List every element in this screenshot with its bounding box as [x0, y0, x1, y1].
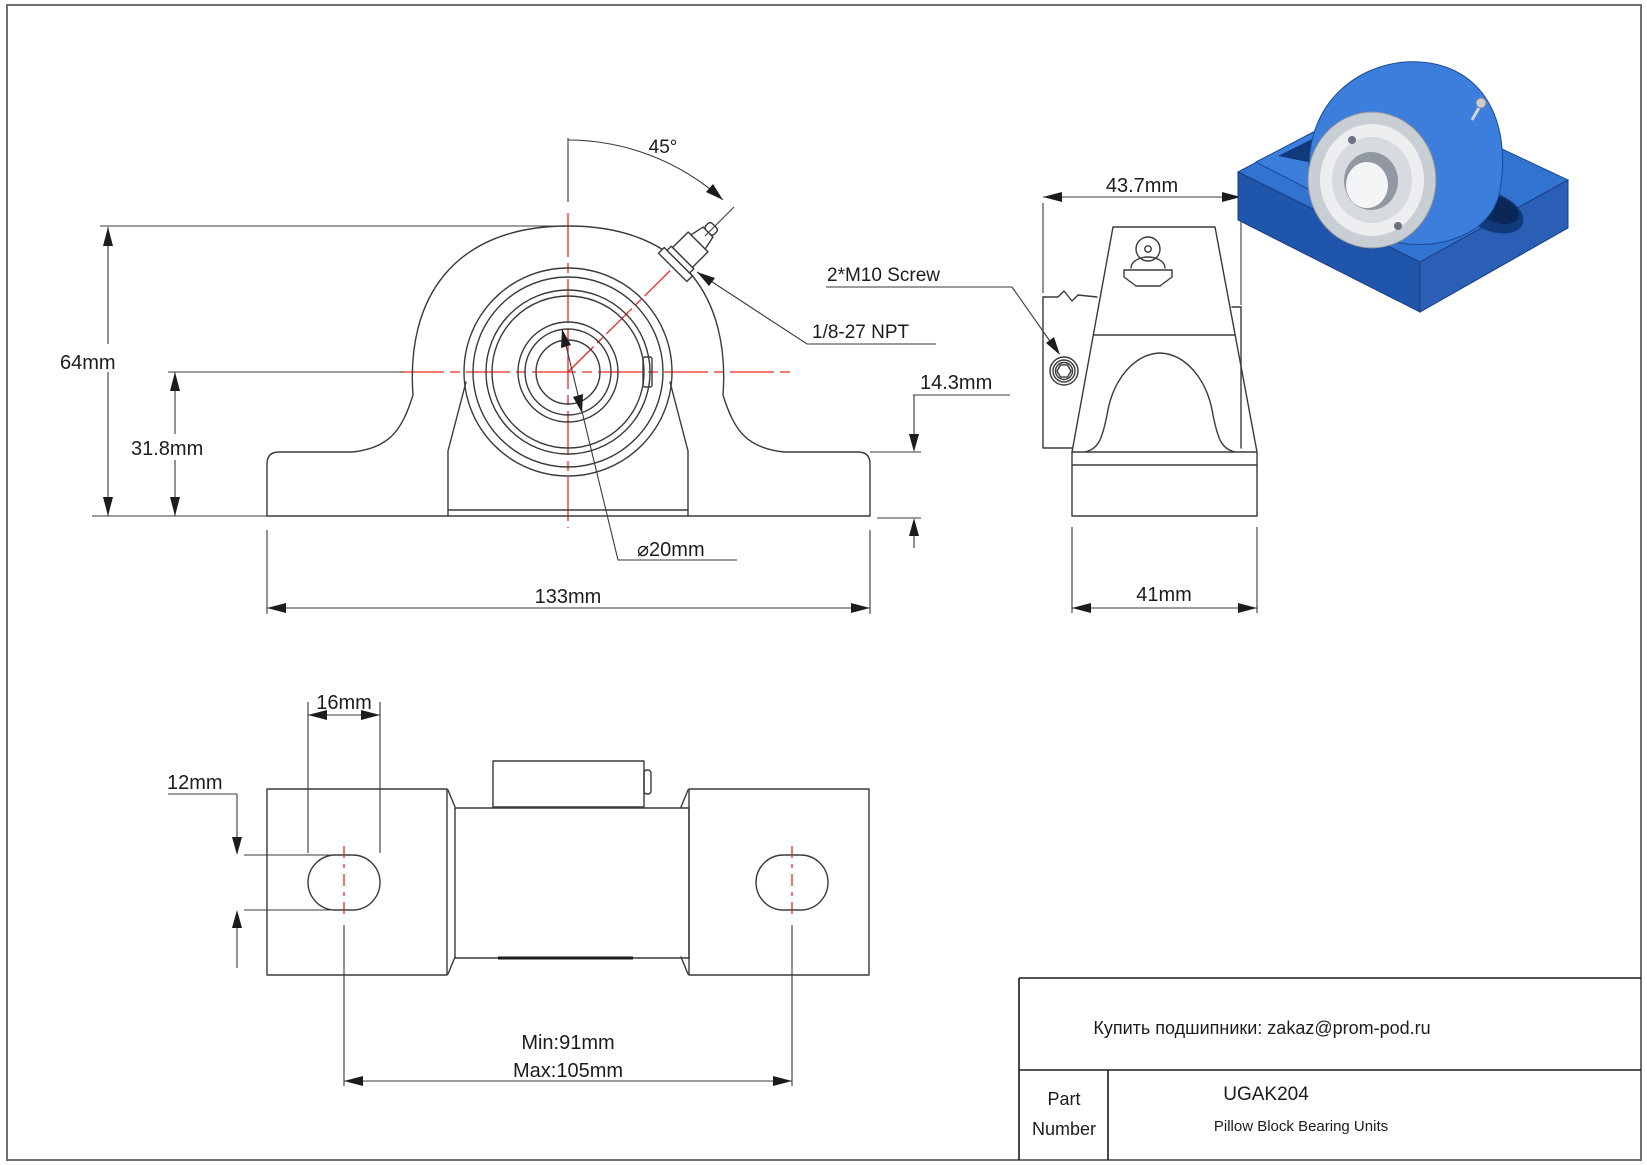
label-angle: 45° — [648, 137, 678, 158]
label-npt: 1/8-27 NPT — [812, 322, 910, 343]
title-block — [1019, 978, 1641, 1160]
label-side-base-width: 41mm — [1136, 584, 1192, 606]
render-bore-highlight — [1346, 162, 1388, 208]
dim-slot-height — [167, 772, 330, 968]
label-center-height: 31.8mm — [131, 438, 204, 460]
label-slot-width: 16mm — [316, 692, 372, 714]
dim-front-height — [58, 226, 565, 516]
grease-nipple — [1124, 237, 1172, 286]
dim-base-width — [267, 530, 870, 614]
render-nipple — [1476, 98, 1486, 108]
contact-line: Купить подшипники: zakaz@prom-pod.ru — [1093, 1018, 1431, 1038]
render-set-screw-2 — [1394, 222, 1402, 230]
dim-angle — [568, 137, 734, 236]
right-foot — [689, 789, 869, 975]
label-front-height: 64mm — [60, 352, 116, 374]
label-bore: ⌀20mm — [637, 539, 705, 561]
render-set-screw-1 — [1348, 136, 1356, 144]
center-body — [455, 808, 689, 958]
label-span-min: Min:91mm — [521, 1032, 615, 1054]
side-outline — [1043, 227, 1257, 516]
render-3d — [1238, 62, 1568, 312]
dim-bolt-span — [344, 925, 792, 1086]
label-base-width: 133mm — [534, 586, 602, 608]
bottom-view — [167, 692, 869, 1086]
product-name: Pillow Block Bearing Units — [1213, 1118, 1389, 1135]
m10-screw — [1050, 357, 1078, 385]
left-foot — [267, 789, 447, 975]
part-label-line1: Part — [1047, 1089, 1081, 1109]
label-side-top-width: 43.7mm — [1105, 175, 1179, 197]
part-label-line2: Number — [1031, 1119, 1097, 1139]
dim-center-height — [128, 372, 404, 516]
top-boss — [493, 761, 644, 807]
part-number: UGAK204 — [1223, 1084, 1309, 1105]
bottom-outline — [267, 761, 869, 975]
front-view — [58, 137, 1010, 614]
centerlines-bottom — [344, 846, 792, 920]
side-view — [826, 175, 1257, 613]
dim-side-base-width — [1072, 527, 1257, 613]
label-base-thickness: 14.3mm — [920, 372, 993, 394]
dim-slot-width — [308, 692, 380, 853]
dim-base-thickness — [870, 372, 1010, 548]
label-span-max: Max:105mm — [512, 1060, 624, 1082]
label-m10-screw: 2*M10 Screw — [827, 265, 940, 286]
label-slot-height: 12mm — [167, 772, 223, 794]
